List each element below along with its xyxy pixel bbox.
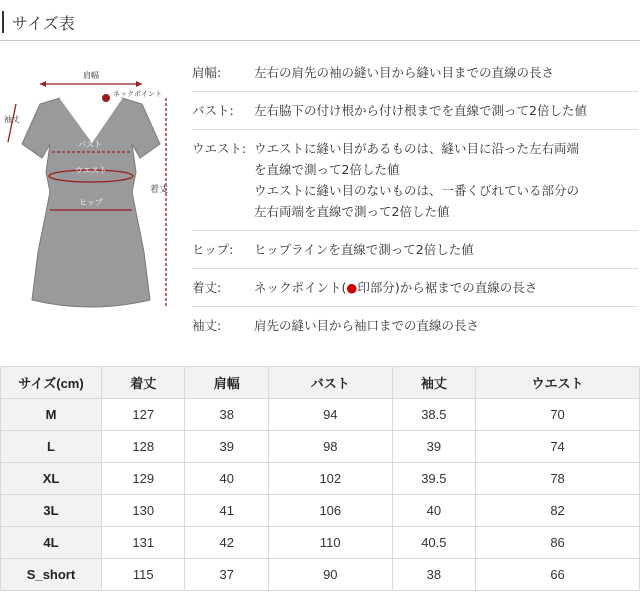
value-cell: 74	[476, 431, 640, 463]
value-cell: 127	[102, 399, 185, 431]
def-waist: ウエスト: ウエストに縫い目があるものは、縫い目に沿った左右両端 を直線で測って2倍した値 ウエストに縫い目のないものは、一番くびれている部分の 左右両端を直線で測って2倍した値	[192, 141, 580, 219]
label-length: 着丈	[150, 185, 169, 195]
size-table	[0, 366, 640, 591]
value-cell: 39	[392, 431, 475, 463]
value-cell: 70	[476, 399, 640, 431]
title-divider	[0, 40, 640, 41]
value-cell: 94	[268, 399, 392, 431]
size-cell: S_short	[1, 559, 102, 591]
size-cell: 3L	[1, 495, 102, 527]
value-cell: 98	[268, 431, 392, 463]
def-hip: ヒップ: ヒップラインを直線で測って2倍した値	[192, 242, 474, 257]
value-cell: 129	[102, 463, 185, 495]
label-bust: バスト	[78, 140, 102, 149]
value-cell: 102	[268, 463, 392, 495]
value-cell: 38.5	[392, 399, 475, 431]
value-cell: 41	[185, 495, 268, 527]
size-cell: 4L	[1, 527, 102, 559]
neckpoint-dot	[102, 94, 110, 102]
def-bust: バスト: 左右脇下の付け根から付け根までを直線で測って2倍した値	[192, 103, 587, 118]
value-cell: 90	[268, 559, 392, 591]
definitions-list	[192, 62, 638, 336]
table-row	[1, 463, 640, 495]
value-cell: 42	[185, 527, 268, 559]
label-shoulder: 肩幅	[83, 71, 99, 80]
table-row	[1, 527, 640, 559]
col-sleeve: 袖丈	[392, 367, 475, 399]
value-cell: 37	[185, 559, 268, 591]
table-row	[1, 431, 640, 463]
def-shoulder: 肩幅: 左右の肩先の袖の縫い目から縫い目までの直線の長さ	[192, 65, 555, 80]
value-cell: 39	[185, 431, 268, 463]
col-size: サイズ(cm)	[1, 367, 102, 399]
value-cell: 40	[185, 463, 268, 495]
value-cell: 40	[392, 495, 475, 527]
value-cell: 106	[268, 495, 392, 527]
label-sleeve: 袖丈	[4, 115, 20, 124]
section-title	[0, 8, 75, 36]
dress-diagram	[0, 52, 185, 322]
value-cell: 40.5	[392, 527, 475, 559]
label-neckpoint: ネックポイント	[113, 90, 162, 98]
value-cell: 82	[476, 495, 640, 527]
value-cell: 131	[102, 527, 185, 559]
col-waist: ウエスト	[476, 367, 640, 399]
value-cell: 128	[102, 431, 185, 463]
value-cell: 39.5	[392, 463, 475, 495]
table-row	[1, 495, 640, 527]
table-header-row	[1, 367, 640, 399]
value-cell: 38	[392, 559, 475, 591]
col-shoulder: 肩幅	[185, 367, 268, 399]
col-bust: バスト	[268, 367, 392, 399]
value-cell: 86	[476, 527, 640, 559]
title-bar	[2, 11, 4, 33]
size-cell: XL	[1, 463, 102, 495]
size-cell: L	[1, 431, 102, 463]
def-length: 着丈: ネックポイント(●印部分)から裾までの直線の長さ	[192, 280, 538, 295]
value-cell: 130	[102, 495, 185, 527]
value-cell: 115	[102, 559, 185, 591]
value-cell: 78	[476, 463, 640, 495]
size-cell: M	[1, 399, 102, 431]
neckpoint-marker: ●	[346, 280, 358, 295]
title-text: サイズ表	[12, 13, 75, 33]
table-row	[1, 399, 640, 431]
label-waist: ウエスト	[75, 166, 107, 175]
value-cell: 38	[185, 399, 268, 431]
def-sleeve: 袖丈: 肩先の縫い目から袖口までの直線の長さ	[192, 318, 480, 333]
table-row	[1, 559, 640, 591]
col-length: 着丈	[102, 367, 185, 399]
value-cell: 110	[268, 527, 392, 559]
label-hip: ヒップ	[79, 198, 103, 207]
value-cell: 66	[476, 559, 640, 591]
